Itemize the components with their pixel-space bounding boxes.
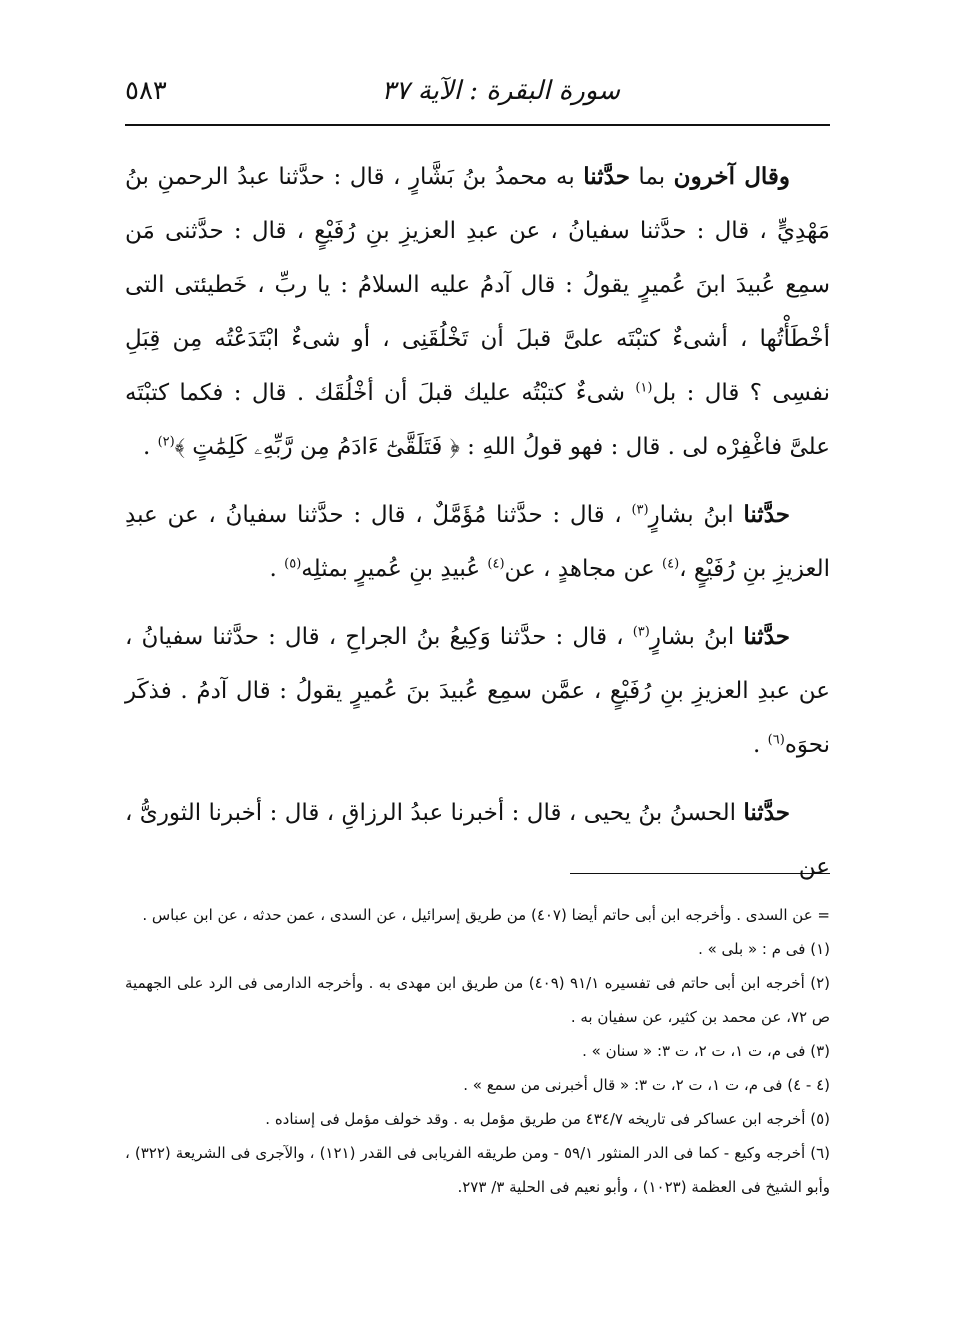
paragraph-text: عُبيدِ بنِ عُميرٍ بمثلِه bbox=[301, 556, 488, 582]
footnote-ref[interactable]: (٦) bbox=[767, 732, 785, 748]
paragraph-text: به محمدُ بنُ بَشَّارٍ ، قال : حدَّثنا عبدُ الرحمنِ بنُ مَهْدِيٍّ ، قال : حدَّثنا سفيانُ ، عن عبدِ العزيزِ بنِ رُفَيْعٍ ، قال : حدَّثنى مَن سمِع عُبيدَ ابنَ عُميرٍ يقولُ : قال آدمُ عليه السلامُ : يا ربِّ ، خَطيئتى التى أخْطَأْتُها ، أشىءٌ كتبْتَه علىَّ قبلَ أن تَخْلُقَنِى ، أو شىءٌ ابْتَدَعْتُه مِن قِبَلِ نفسِى ؟ قال : بل bbox=[125, 164, 830, 406]
surah-verse-title: سورة البقرة : الآية ٣٧ bbox=[381, 76, 620, 106]
paragraph-text: ، قال : حدَّثنا مُؤَمَّلٌ ، قال : حدَّثنا سفيانُ ، عن عبدِ العزيزِ بنِ رُفَيْعٍ ، bbox=[125, 502, 830, 582]
paragraph bbox=[125, 786, 830, 894]
paragraph-end: . bbox=[142, 434, 158, 460]
paragraph-text: ، قال : حدَّثنا وَكِيعُ بنُ الجراحِ ، قال : حدَّثنا سفيانُ ، عن عبدِ العزيزِ بنِ رُفَيْعٍ ، عمَّن سمِع عُبيدَ بنَ عُميرٍ يقولُ : قال آدمُ . فذكَر نحوَه bbox=[125, 624, 830, 758]
footnotes bbox=[125, 898, 830, 1204]
footnote-ref[interactable]: (٤) bbox=[662, 556, 680, 572]
paragraph-text: شىءٌ كتبْتُه عليك قبلَ أن أخْلُقَك . قال : فكما كتبْتَه علىَّ فاغْفِرْه لى . قال : فهو قولُ اللهِ : ﴿ فَتَلَقَّىٰٓ ءَادَمُ مِن رَّبِّهِۦ كَلِمَٰتٍ ﴾ bbox=[125, 380, 830, 460]
paragraph-lead: وقال آخرون bbox=[673, 163, 791, 190]
page-number: ٥٨٣ bbox=[125, 76, 167, 106]
running-header bbox=[125, 70, 830, 118]
header-rule bbox=[125, 124, 830, 126]
footnote: (٦) أخرجه وكيع - كما فى الدر المنثور ٥٩/١ - ومن طريقه الفريابى فى القدر (١٢١) ، والآجرى فى الشريعة (٣٢٢) ، وأبو الشيخ فى العظمة (١٠٢٣) ، وأبو نعيم فى الحلية ٣/ ٢٧٣. bbox=[125, 1144, 830, 1196]
paragraph bbox=[125, 150, 830, 474]
paragraph-text: ابنُ بشارٍ bbox=[648, 502, 744, 528]
footnote-ref[interactable]: (٣) bbox=[631, 502, 649, 518]
footnote: (٣) فى م، ت ١، ت ٢، ت ٣: « سنان » . bbox=[582, 1042, 830, 1060]
paragraph bbox=[125, 610, 830, 772]
paragraph-text: عن مجاهدٍ ، عن bbox=[504, 556, 663, 582]
paragraph-lead: حدَّثنا bbox=[743, 501, 790, 528]
footnote-rule bbox=[570, 873, 830, 874]
footnote-ref[interactable]: (٢) bbox=[157, 434, 175, 450]
paragraph-end: . bbox=[269, 556, 285, 582]
footnote: (٤ - ٤) فى م، ت ١، ت ٢، ت ٣: « قال أخبرنى من سمع » . bbox=[463, 1076, 830, 1094]
footnote-ref[interactable]: (٥) bbox=[284, 556, 302, 572]
footnote: = عن السدى . وأخرجه ابن أبى حاتم أيضا (٤٠٧) من طريق إسرائيل ، عن السدى ، عمن حدثه ، عن ابن عباس . bbox=[142, 906, 830, 924]
footnote-ref[interactable]: (٤) bbox=[487, 556, 505, 572]
main-text bbox=[125, 150, 830, 908]
paragraph-end: . bbox=[753, 732, 768, 758]
paragraph-lead: حدَّثنا bbox=[743, 799, 790, 826]
footnote-ref[interactable]: (٣) bbox=[632, 624, 650, 640]
paragraph-bold: حدَّثنا bbox=[583, 163, 630, 190]
footnote: (٢) أخرجه ابن أبى حاتم فى تفسيره ٩١/١ (٤٠٩) من طريق ابن مهدى به . وأخرجه الدارمى فى الرد على الجهمية ص ٧٢، عن محمد بن كثير، عن سفيان به . bbox=[125, 974, 830, 1026]
footnote: (٥) أخرجه ابن عساكر فى تاريخه ٤٣٤/٧ من طريق مؤمل به . وقد خولف مؤمل فى إسناده . bbox=[265, 1110, 830, 1128]
paragraph bbox=[125, 488, 830, 596]
paragraph-lead: حدَّثنا bbox=[743, 623, 790, 650]
footnote-ref[interactable]: (١) bbox=[635, 380, 653, 396]
paragraph-text: ابنُ بشارٍ bbox=[649, 624, 744, 650]
paragraph-text: بما bbox=[629, 164, 674, 190]
footnote: (١) فى م : « بلى » . bbox=[698, 940, 830, 958]
paragraph-text: الحسنُ بنُ يحيى ، قال : أخبرنا عبدُ الرزاقِ ، قال : أخبرنا الثورىُّ ، عن bbox=[125, 800, 830, 880]
